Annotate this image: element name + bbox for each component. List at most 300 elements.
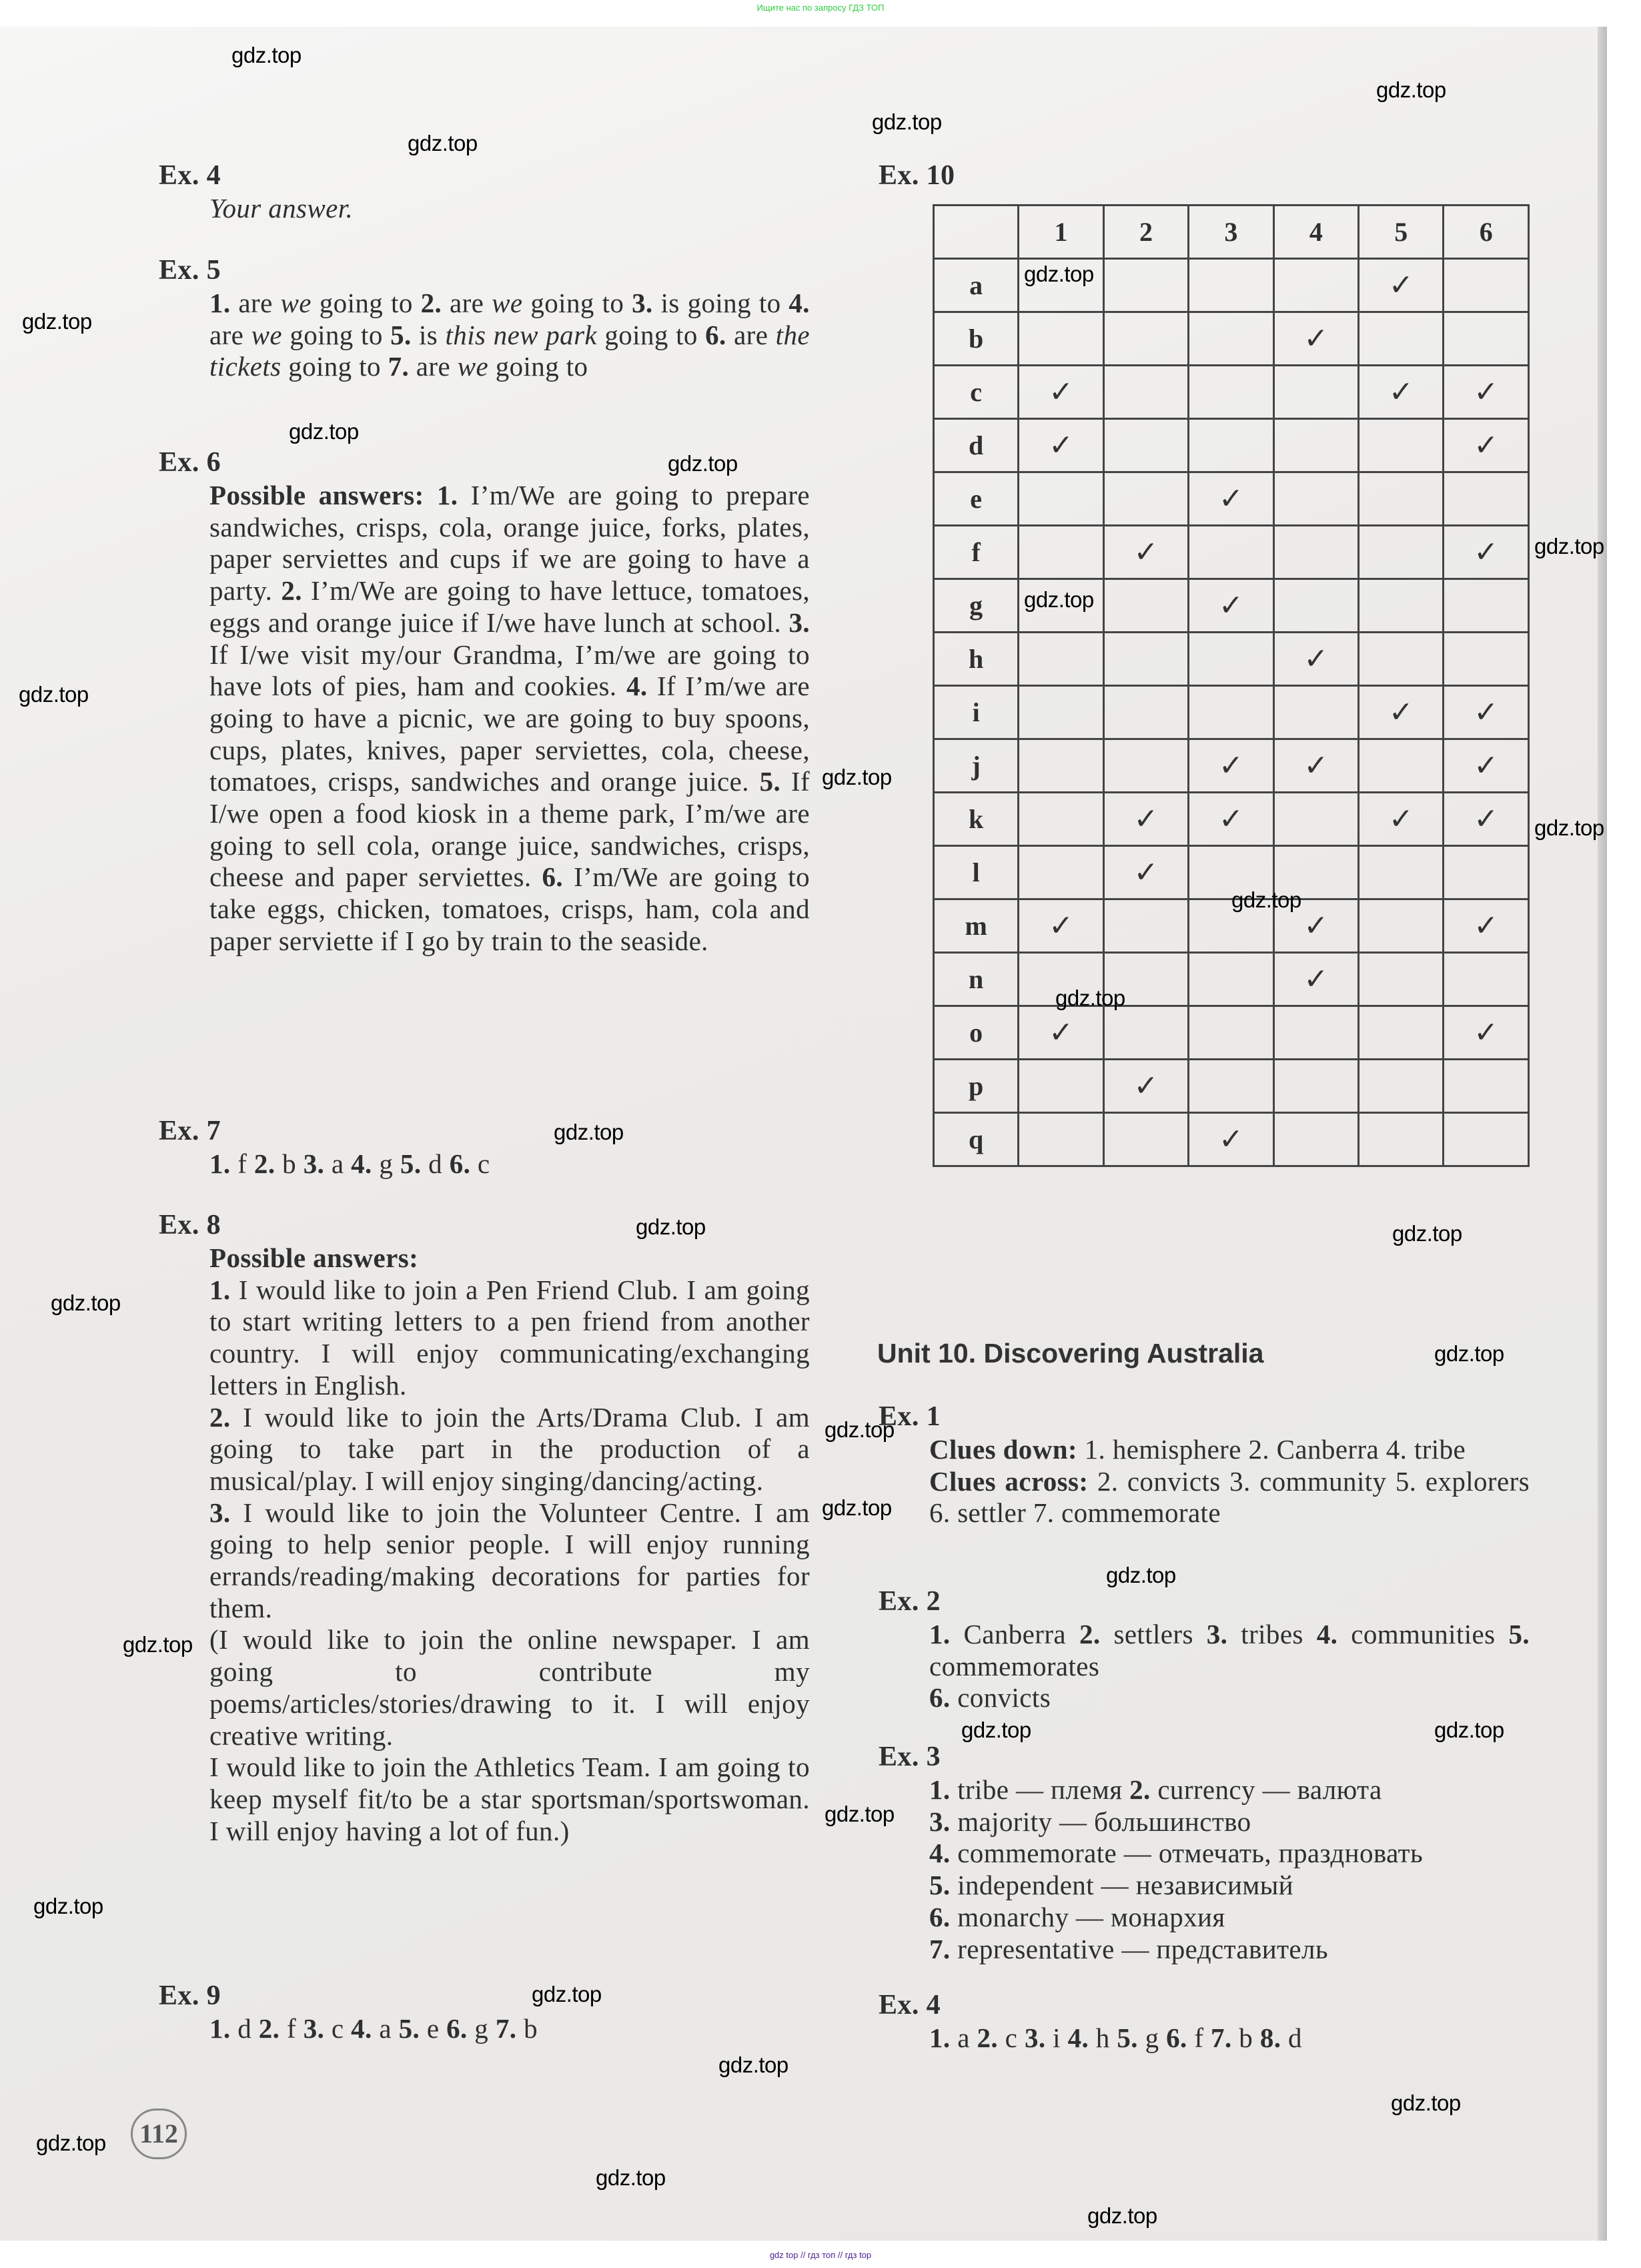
grid-row: [934, 526, 1529, 579]
answer-number: 4.: [1316, 1619, 1338, 1649]
exercise-heading: Ex. 3: [879, 1742, 941, 1772]
answer-text: is: [411, 319, 446, 350]
answer-number: 4.: [788, 288, 810, 318]
exercise-answer: [209, 2013, 810, 2045]
grid-cell: [1444, 312, 1529, 366]
answer-number: 2.: [1079, 1619, 1101, 1649]
answer-number: Possible answers:: [209, 1242, 419, 1273]
grid-column-header: 2: [1103, 206, 1188, 259]
watermark: gdz.top: [718, 2052, 788, 2077]
answer-number: 4.: [626, 671, 648, 702]
answer-number: 7.: [495, 2013, 517, 2044]
answer-text: are: [442, 288, 492, 318]
exercise-heading: Ex. 6: [159, 447, 221, 478]
answer-number: 1.: [209, 288, 231, 318]
grid-row: [934, 419, 1529, 472]
grid-cell: [1019, 312, 1103, 366]
emphasis-text: we: [280, 288, 312, 318]
watermark: gdz.top: [961, 1718, 1031, 1742]
watermark: gdz.top: [1024, 587, 1094, 612]
answer-text: If I/we visit my/our Grandma, I’m/we are going to have lots of pies, ham and cookies.: [209, 639, 810, 702]
answer-text: b: [516, 2013, 538, 2044]
answer-text: going to: [282, 319, 391, 350]
checkmark-icon: ✓: [1103, 526, 1188, 579]
grid-cell: [1444, 953, 1529, 1006]
answer-number: 1.: [929, 1619, 951, 1649]
exercise-answer: [929, 1619, 1530, 1714]
grid-row: [934, 686, 1529, 739]
grid-column-header: 1: [1019, 206, 1103, 259]
answer-text: If I’m/we are going to have a picnic, we are going to buy spoons, cups, plates, knives, paper serviettes, cola, cheese, tomatoes, crisps, sandwiches and orange juice.: [209, 671, 810, 797]
grid-cell: [1359, 312, 1444, 366]
answer-text: b: [275, 1148, 304, 1179]
grid-cell: [1273, 526, 1358, 579]
answer-paragraph: [209, 1274, 810, 1402]
search-hint: Ищите нас по запросу ГДЗ ТОП: [756, 3, 885, 13]
answer-number: 1.: [436, 480, 458, 510]
grid-cell: [1103, 686, 1188, 739]
exercise-heading: Ex. 1: [879, 1401, 941, 1432]
answer-text: independent — независимый: [950, 1870, 1293, 1901]
grid-cell: [1189, 526, 1273, 579]
answer-text: are: [230, 288, 281, 318]
answer-text: d: [421, 1148, 450, 1179]
answer-number: 5.: [1117, 2022, 1138, 2053]
answer-text: monarchy — монархия: [950, 1901, 1225, 1932]
answer-text: g: [372, 1148, 400, 1179]
grid-row-label: d: [934, 419, 1019, 472]
watermark: gdz.top: [22, 309, 92, 334]
grid-cell: [1019, 846, 1103, 899]
checkmark-icon: ✓: [1444, 526, 1529, 579]
answer-number: 4.: [1067, 2022, 1089, 2053]
answer-text: going to: [488, 351, 588, 382]
emphasis-text: we: [251, 319, 282, 350]
answer-paragraph: [209, 1497, 810, 1625]
answer-number: 3.: [1024, 2022, 1046, 2053]
answer-number: 1.: [209, 1274, 231, 1305]
emphasis-text: the tickets: [209, 319, 810, 382]
answer-text: g: [467, 2013, 496, 2044]
answer-text: is going to: [652, 288, 789, 318]
answer-text: d: [1281, 2022, 1302, 2053]
grid-cell: [1273, 1006, 1358, 1060]
answer-text: communities: [1337, 1619, 1509, 1649]
checkmark-icon: ✓: [1273, 899, 1358, 953]
answer-text: currency — валюта: [1150, 1774, 1382, 1805]
exercise-answer: [929, 1434, 1530, 1529]
watermark: gdz.top: [33, 1894, 103, 1918]
grid-cell: [1444, 1060, 1529, 1113]
grid-cell: [1189, 686, 1273, 739]
grid-cell: [1103, 579, 1188, 633]
exercise-heading: Ex. 8: [159, 1210, 221, 1240]
answer-number: 5.: [390, 319, 412, 350]
watermark: gdz.top: [822, 1495, 892, 1520]
grid-row-label: n: [934, 953, 1019, 1006]
grid-cell: [1189, 419, 1273, 472]
exercise-5: [159, 255, 810, 383]
watermark: gdz.top: [1391, 2091, 1461, 2115]
grid-cell: [1103, 259, 1188, 312]
exercise-7: [159, 1116, 810, 1180]
watermark: gdz.top: [872, 109, 942, 134]
checkmark-icon: ✓: [1273, 953, 1358, 1006]
answer-number: 2.: [420, 288, 442, 318]
grid-row-label: b: [934, 312, 1019, 366]
answer-number: 3.: [788, 607, 810, 638]
grid-cell: [1189, 259, 1273, 312]
answer-number: 3.: [929, 1806, 951, 1837]
checkmark-icon: ✓: [1273, 739, 1358, 793]
grid-cell: [1189, 1006, 1273, 1060]
checkmark-icon: ✓: [1189, 1113, 1273, 1166]
exercise-answer: [929, 1774, 1543, 1965]
answer-text: f: [280, 2013, 304, 2044]
grid-row: [934, 739, 1529, 793]
answer-number: 4.: [351, 1148, 372, 1179]
exercise-answer: [209, 480, 810, 958]
grid-cell: [1103, 1113, 1188, 1166]
checkmark-icon: ✓: [1019, 419, 1103, 472]
grid-cell: [1273, 793, 1358, 846]
answer-number: 6.: [542, 861, 564, 893]
answer-paragraph: [209, 193, 810, 225]
checkmark-icon: ✓: [1444, 366, 1529, 419]
grid-cell: [1359, 953, 1444, 1006]
answer-number: 2.: [253, 1148, 276, 1179]
exercise-4: [159, 160, 810, 225]
answer-text: h: [1089, 2022, 1117, 2053]
watermark: gdz.top: [51, 1290, 121, 1315]
grid-row: [934, 1060, 1529, 1113]
grid-column-header: 6: [1444, 206, 1529, 259]
grid-column-header: 4: [1273, 206, 1358, 259]
answer-paragraph: [929, 1774, 1543, 1806]
answer-text: convicts: [950, 1682, 1051, 1714]
answer-number: 3.: [1206, 1619, 1228, 1649]
exercise-heading: Ex. 10: [879, 160, 955, 191]
answer-text: 2. convicts 3. community 5. explorers 6. settler 7. commemorate: [929, 1465, 1530, 1529]
answer-number: 5.: [400, 1148, 422, 1179]
answer-paragraph: [929, 2022, 1530, 2054]
grid-cell: [1359, 1113, 1444, 1166]
watermark: gdz.top: [1434, 1718, 1504, 1742]
exercise-heading: Ex. 4: [879, 1990, 941, 2020]
answer-text: (I would like to join the online newspaper. I am going to contribute my poems/articles/stories/drawing to it. I will enjoy creative writing.: [209, 1624, 810, 1751]
grid-cell: [1359, 899, 1444, 953]
answer-text: f: [1187, 2022, 1211, 2053]
exercise-answer: [209, 1148, 810, 1180]
grid-cell: [1444, 259, 1529, 312]
grid-cell: [1359, 1006, 1444, 1060]
grid-cell: [1189, 312, 1273, 366]
grid-corner-cell: [934, 206, 1019, 259]
answer-number: 6.: [449, 1148, 471, 1179]
watermark: gdz.top: [19, 682, 89, 707]
footer-links[interactable]: gdz top // гдз топ // гдз top: [769, 2250, 872, 2260]
grid-row: [934, 366, 1529, 419]
grid-row-label: k: [934, 793, 1019, 846]
answer-text: I would like to join the Athletics Team. I am going to keep myself fit/to be a star sportsman/sportswoman. I will enjoy having a lot of fun.): [209, 1752, 810, 1846]
answer-paragraph: [929, 1934, 1543, 1966]
answer-text: going to: [311, 288, 421, 318]
grid-cell: [1444, 1113, 1529, 1166]
answer-text: tribes: [1227, 1619, 1317, 1649]
checkmark-icon: ✓: [1189, 579, 1273, 633]
unit10-exercise-4: [879, 1990, 1530, 2054]
grid-row-label: e: [934, 472, 1019, 526]
answer-paragraph: [209, 480, 810, 958]
checkmark-icon: ✓: [1444, 419, 1529, 472]
answer-number: 6.: [929, 1901, 951, 1932]
answer-number: 2.: [977, 2022, 999, 2053]
watermark: gdz.top: [1087, 2203, 1157, 2228]
grid-cell: [1189, 1060, 1273, 1113]
answer-paragraph: [929, 1870, 1543, 1902]
grid-row: [934, 579, 1529, 633]
grid-row-label: i: [934, 686, 1019, 739]
answer-number: 2.: [209, 1401, 231, 1433]
answer-number: 6.: [929, 1682, 951, 1714]
answer-text: g: [1137, 2022, 1167, 2053]
grid-cell: [1359, 579, 1444, 633]
answer-number: 4.: [929, 1838, 951, 1869]
answer-text: I would like to join the Volunteer Centre. I am going to help senior people. I will enjoy running errands/reading/making decorations for parties for them.: [209, 1497, 810, 1623]
grid-row-label: p: [934, 1060, 1019, 1113]
grid-cell: [1444, 472, 1529, 526]
checkmark-icon: ✓: [1103, 1060, 1188, 1113]
page-number: 112: [131, 2109, 187, 2159]
answer-text: are: [726, 319, 776, 350]
grid-cell: [1273, 366, 1358, 419]
answer-text: commemorate — отмечать, праздновать: [950, 1838, 1424, 1869]
grid-cell: [1019, 793, 1103, 846]
grid-row-label: h: [934, 633, 1019, 686]
grid-row: [934, 312, 1529, 366]
answer-text: settlers: [1100, 1619, 1207, 1649]
answer-text: going to: [597, 319, 706, 350]
watermark: gdz.top: [554, 1120, 624, 1144]
exercise-heading: Ex. 7: [159, 1116, 221, 1146]
answer-text: a: [950, 2022, 977, 2053]
answer-number: 5.: [929, 1870, 951, 1901]
grid-cell: [1359, 633, 1444, 686]
answer-number: 6.: [446, 2013, 468, 2044]
grid-cell: [1103, 312, 1188, 366]
answer-paragraph: [929, 1619, 1530, 1682]
unit10-exercise-1: [879, 1401, 1530, 1529]
answer-text: I’m/We are going to take eggs, chicken, tomatoes, crisps, ham, cola and paper serviette if I go by train to the seaside.: [209, 861, 810, 956]
watermark: gdz.top: [636, 1214, 706, 1239]
answer-paragraph: [209, 1624, 810, 1752]
grid-row: [934, 633, 1529, 686]
grid-cell: [1189, 633, 1273, 686]
grid-cell: [1103, 633, 1188, 686]
checkmark-icon: ✓: [1273, 633, 1358, 686]
watermark: gdz.top: [408, 131, 478, 155]
answer-text: Canberra: [950, 1619, 1079, 1649]
checkmark-icon: ✓: [1444, 686, 1529, 739]
watermark: gdz.top: [825, 1417, 895, 1442]
answer-paragraph: [209, 1752, 810, 1847]
answer-paragraph: [929, 1838, 1543, 1870]
answer-paragraph: [209, 1148, 810, 1180]
watermark: gdz.top: [1376, 77, 1446, 102]
watermark: gdz.top: [1024, 262, 1094, 286]
grid-cell: [1019, 1113, 1103, 1166]
grid-column-header: 5: [1359, 206, 1444, 259]
watermark: gdz.top: [822, 765, 892, 789]
watermark: gdz.top: [1231, 887, 1301, 912]
answer-paragraph: [209, 2013, 810, 2045]
grid-column-header: 3: [1189, 206, 1273, 259]
exercise-6: [159, 447, 810, 958]
checkmark-icon: ✓: [1019, 366, 1103, 419]
exercise-heading: Ex. 9: [159, 1980, 221, 2011]
checkmark-icon: ✓: [1444, 739, 1529, 793]
watermark: gdz.top: [231, 43, 302, 67]
grid-cell: [1444, 633, 1529, 686]
grid-cell: [1444, 846, 1529, 899]
watermark: gdz.top: [1392, 1221, 1462, 1246]
watermark: gdz.top: [1534, 815, 1604, 840]
grid-cell: [1273, 1060, 1358, 1113]
grid-cell: [1103, 739, 1188, 793]
checkmark-icon: ✓: [1189, 739, 1273, 793]
answer-text: are: [209, 319, 251, 350]
answer-number: Clues down:: [929, 1434, 1077, 1465]
answer-text: I would like to join a Pen Friend Club. I am going to start writing letters to a pen friend from another country. I will enjoy communicating/exchanging letters in English.: [209, 1274, 810, 1401]
grid-row-label: j: [934, 739, 1019, 793]
answer-number: Clues across:: [929, 1465, 1089, 1497]
grid-cell: [1273, 259, 1358, 312]
answer-text: going to: [522, 288, 632, 318]
answer-text: f: [230, 1148, 254, 1179]
exercise-answer: [209, 288, 810, 383]
answer-number: 6.: [1166, 2022, 1187, 2053]
answer-number: 1.: [209, 1148, 231, 1179]
checkmark-icon: ✓: [1019, 899, 1103, 953]
answer-paragraph: [209, 1242, 810, 1274]
answer-number: 7.: [929, 1933, 951, 1964]
checkmark-icon: ✓: [1359, 686, 1444, 739]
grid-cell: [1359, 526, 1444, 579]
exercise-10: [879, 160, 1530, 193]
checkmark-icon: ✓: [1359, 366, 1444, 419]
grid-cell: [1103, 1006, 1188, 1060]
exercise-heading: Ex. 5: [159, 255, 221, 286]
grid-cell: [1359, 472, 1444, 526]
checkmark-icon: ✓: [1273, 312, 1358, 366]
grid-cell: [1189, 953, 1273, 1006]
answer-text: c: [998, 2022, 1025, 2053]
unit-title: Unit 10. Discovering Australia: [877, 1338, 1264, 1369]
answer-text: majority — большинство: [950, 1806, 1251, 1837]
watermark: gdz.top: [532, 1982, 602, 2006]
answer-text: e: [420, 2013, 447, 2044]
answer-number: 8.: [1259, 2022, 1281, 2053]
answer-paragraph: [929, 1466, 1530, 1529]
grid-row-label: l: [934, 846, 1019, 899]
answer-text: a: [324, 1148, 352, 1179]
answer-text: I’m/We are going to have lettuce, tomatoes, eggs and orange juice if I/we have lunch at school.: [209, 575, 810, 638]
answer-text: commemorates: [929, 1650, 1100, 1681]
answer-text: representative — представитель: [950, 1933, 1328, 1964]
answer-number: 4.: [351, 2013, 372, 2044]
answer-number: 5.: [759, 766, 781, 797]
answer-number: 2.: [281, 575, 302, 607]
unit10-exercise-3: [879, 1742, 1543, 1965]
watermark: gdz.top: [123, 1632, 193, 1657]
answer-text: 1. hemisphere 2. Canberra 4. tribe: [1077, 1434, 1466, 1465]
answer-number: 5.: [1508, 1619, 1530, 1649]
answer-paragraph: [929, 1682, 1530, 1714]
grid-cell: [1019, 526, 1103, 579]
watermark: gdz.top: [668, 451, 738, 476]
answer-text: d: [230, 2013, 259, 2044]
page-edge: [1598, 27, 1607, 2241]
exercise-answer: [209, 193, 810, 225]
watermark: gdz.top: [1434, 1341, 1504, 1366]
emphasis-text: Your answer.: [209, 193, 354, 224]
grid-row-label: o: [934, 1006, 1019, 1060]
answer-text: i: [1045, 2022, 1068, 2053]
answer-paragraph: [209, 288, 810, 383]
grid-cell: [1103, 899, 1188, 953]
grid-row-label: c: [934, 366, 1019, 419]
grid-row: [934, 1113, 1529, 1166]
grid-cell: [1019, 739, 1103, 793]
grid-cell: [1273, 419, 1358, 472]
grid-cell: [1103, 472, 1188, 526]
answer-text: c: [324, 2013, 352, 2044]
watermark: gdz.top: [1106, 1563, 1176, 1587]
answer-text: tribe — племя: [950, 1774, 1130, 1805]
answer-number: 7.: [1211, 2022, 1232, 2053]
checkmark-icon: ✓: [1444, 793, 1529, 846]
answer-paragraph: [209, 1402, 810, 1497]
grid-cell: [1103, 419, 1188, 472]
watermark: gdz.top: [36, 2131, 106, 2155]
checkmark-icon: ✓: [1103, 846, 1188, 899]
answer-text: going to: [281, 351, 388, 382]
checkmark-icon: ✓: [1189, 793, 1273, 846]
grid-row-label: f: [934, 526, 1019, 579]
answer-number: 3.: [209, 1497, 231, 1528]
answer-text: c: [470, 1148, 490, 1179]
answer-text: If I/we open a food kiosk in a theme park, I’m/we are going to sell cola, orange juice, sandwiches, crisps, cheese and paper serviettes.: [209, 766, 810, 893]
grid-cell: [1103, 366, 1188, 419]
grid-header-row: [934, 206, 1529, 259]
answer-text: b: [1231, 2022, 1260, 2053]
grid-cell: [1359, 846, 1444, 899]
checkmark-icon: ✓: [1189, 472, 1273, 526]
exercise-heading: Ex. 4: [159, 160, 221, 191]
emphasis-text: we: [492, 288, 523, 318]
grid-cell: [1273, 686, 1358, 739]
watermark: gdz.top: [289, 419, 359, 444]
watermark: gdz.top: [596, 2165, 666, 2190]
answer-grid: [933, 204, 1530, 1167]
grid-cell: [1273, 579, 1358, 633]
grid-cell: [1359, 1060, 1444, 1113]
grid-cell: [1019, 633, 1103, 686]
exercise-heading: Ex. 2: [879, 1586, 941, 1617]
answer-text: a: [372, 2013, 399, 2044]
grid-row-label: m: [934, 899, 1019, 953]
answer-paragraph: [929, 1806, 1543, 1838]
